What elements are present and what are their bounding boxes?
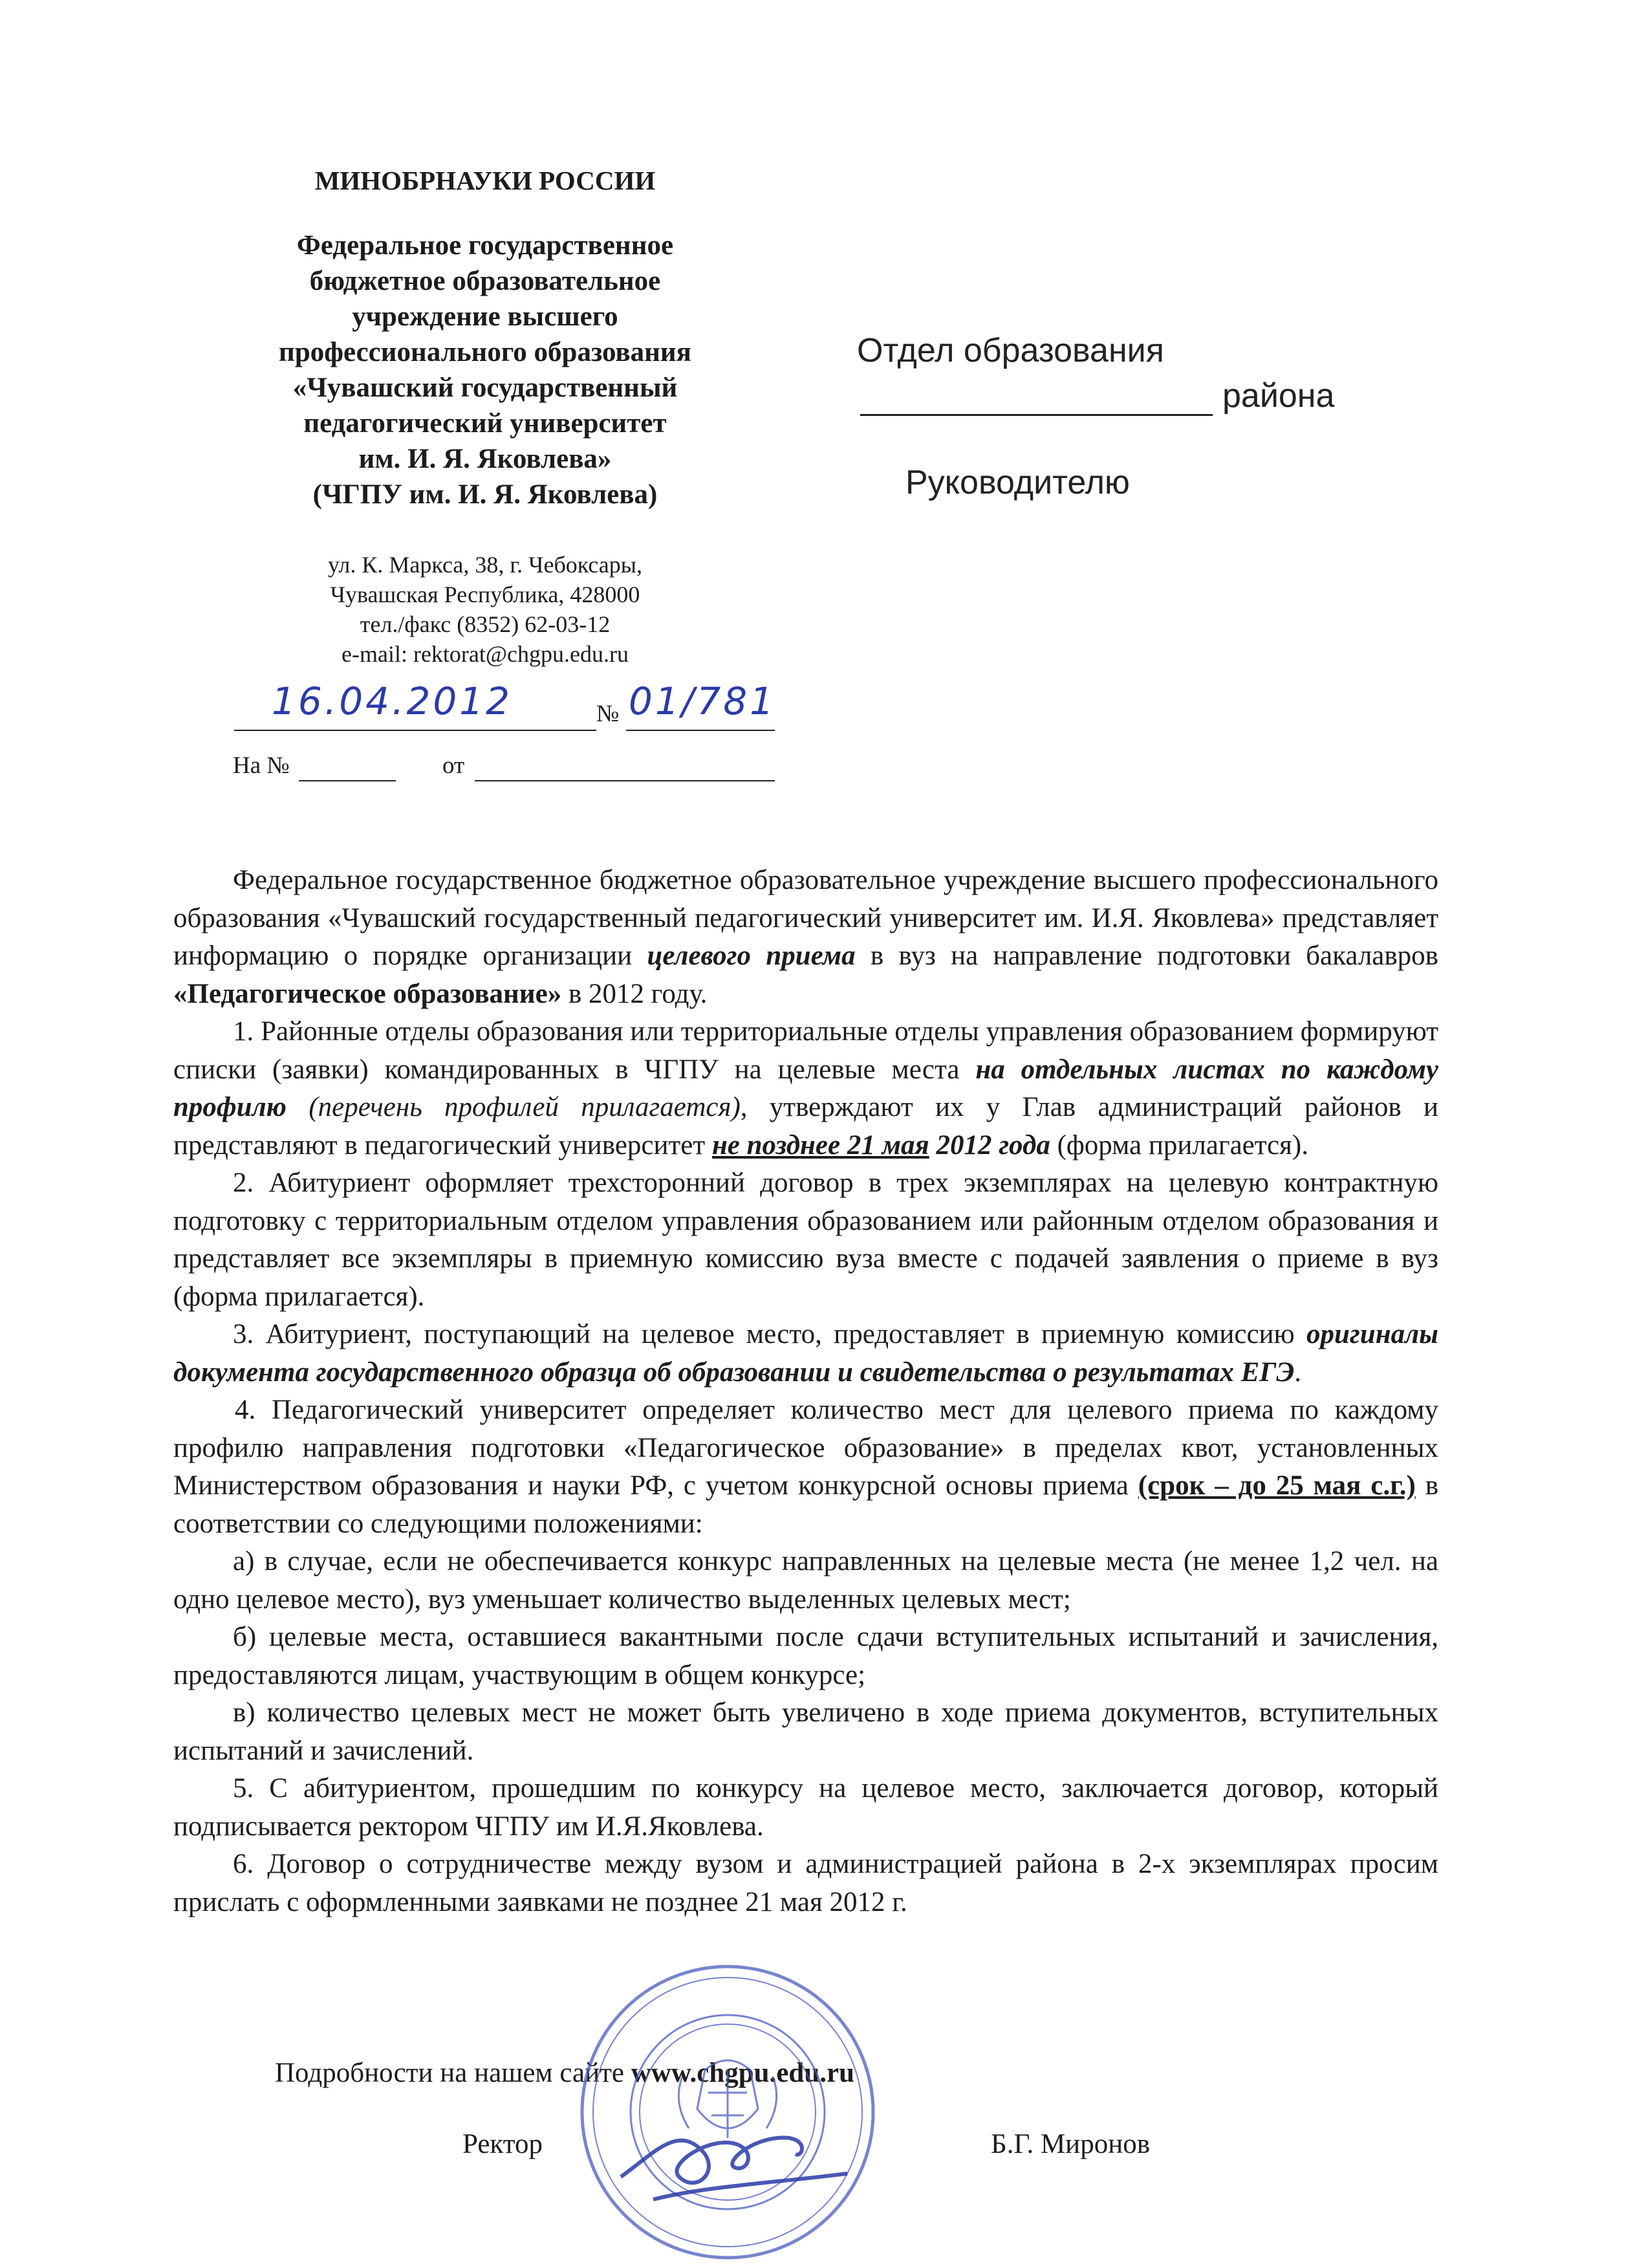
paragraph-item-4a: а) в случае, если не обеспечивается конкурс направленных на целевые места (не менее 1,2 чел. на одно целевое место), вуз уменьшает количество выделенных целевых мест; bbox=[173, 1546, 1438, 1615]
address-line: Чувашская Республика, 428000 bbox=[330, 582, 640, 607]
org-line: профессионального образования bbox=[279, 337, 691, 367]
org-line: учреждение высшего bbox=[352, 301, 618, 332]
paragraph-item-4c: в) количество целевых мест не может быть увеличено в ходе приема документов, вступительных испытаний и зачислений. bbox=[173, 1697, 1438, 1766]
number-label: № bbox=[596, 701, 620, 727]
paragraph-intro: Федеральное государственное бюджетное образовательное учреждение высшего профессионального образования «Чувашский государственный педагогический университет им. И.Я. Яковлева» представляет информацию о порядке организации целевого приема в вуз на направление подготовки бакалавров «Педагогическое образование» в 2012 году. bbox=[173, 865, 1438, 1009]
number-underline bbox=[626, 730, 775, 731]
handwritten-date: 16.04.2012 bbox=[272, 679, 513, 723]
paragraph-item-4: 4. Педагогический университет определяет количество мест для целевого приема по каждому профилю направления подготовки «Педагогическое образование» в пределах квот, установленных Министерством образования и науки РФ, с учетом конкурсной основы приема (срок – до 25 мая с.г.) в соответствии со следующими положениями: bbox=[173, 1395, 1439, 1539]
reference-date-line bbox=[475, 780, 775, 781]
letter-body bbox=[173, 862, 1438, 1921]
website-label: Подробности на нашем сайте bbox=[275, 2058, 624, 2088]
org-line: бюджетное образовательное bbox=[309, 266, 661, 296]
addressee-district-suffix: района bbox=[1222, 377, 1335, 415]
paragraph-item-3: 3. Абитуриент, поступающий на целевое место, предоставляет в приемную комиссию оригиналы документа государственного образца об образовании и свидетельства о результатах ЕГЭ. bbox=[173, 1319, 1438, 1388]
organization-address bbox=[207, 550, 763, 669]
org-line: педагогический университет bbox=[303, 408, 667, 439]
address-line: тел./факс (8352) 62-03-12 bbox=[360, 611, 611, 637]
official-stamp bbox=[576, 1960, 880, 2264]
reference-number-label: На № bbox=[233, 752, 290, 779]
rector-name: Б.Г. Миронов bbox=[991, 2129, 1151, 2159]
reference-date-label: от bbox=[442, 752, 465, 779]
org-line: «Чувашский государственный bbox=[292, 373, 678, 403]
org-line: (ЧГПУ им. И. Я. Яковлева) bbox=[312, 479, 658, 510]
address-line: ул. К. Маркса, 38, г. Чебоксары, bbox=[328, 552, 642, 578]
org-line: Федеральное государственное bbox=[296, 230, 674, 261]
date-underline bbox=[234, 730, 596, 731]
org-line: им. И. Я. Яковлева» bbox=[358, 444, 612, 474]
paragraph-item-5: 5. С абитуриентом, прошедшим по конкурсу на целевое место, заключается договор, который подписывается ректором ЧГПУ им И.Я.Яковлева. bbox=[173, 1773, 1438, 1842]
handwritten-number: 01/781 bbox=[629, 679, 777, 723]
organization-name bbox=[207, 228, 763, 512]
addressee-department: Отдел образования bbox=[857, 332, 1164, 369]
address-line: e-mail: rektorat@chgpu.edu.ru bbox=[341, 641, 629, 667]
paragraph-item-1: 1. Районные отделы образования или территориальные отделы управления образованием формируют списки (заявки) командированных в ЧГПУ на целевые места на отдельных листах по каждому профилю (перечень профилей прилагается), утверждают их у Глав администраций районов и представляют в педагогический университет не позднее 21 мая 2012 года (форма прилагается). bbox=[173, 1016, 1439, 1161]
addressee-recipient: Руководителю bbox=[905, 464, 1130, 501]
website-url[interactable]: www.chgpu.edu.ru bbox=[631, 2058, 855, 2088]
rector-label: Ректор bbox=[462, 2129, 543, 2159]
paragraph-item-2: 2. Абитуриент оформляет трехсторонний договор в трех экземплярах на целевую контрактную подготовку с территориальным отделом управления образованием или районным отделом образования и представляет все экземпляры в приемную комиссию вуза вместе с подачей заявления о приеме в вуз (форма прилагается). bbox=[173, 1168, 1438, 1312]
ministry-name: МИНОБРНАУКИ РОССИИ bbox=[314, 166, 656, 195]
paragraph-item-6: 6. Договор о сотрудничестве между вузом и администрацией района в 2-х экземплярах просим прислать с оформленными заявками не позднее 21 мая 2012 г. bbox=[173, 1849, 1438, 1917]
reference-number-line bbox=[299, 780, 396, 781]
district-blank-line bbox=[860, 414, 1213, 416]
paragraph-item-4b: б) целевые места, оставшиеся вакантными после сдачи вступительных испытаний и зачисления, предоставляются лицам, участвующим в общем конкурсе; bbox=[173, 1622, 1438, 1690]
